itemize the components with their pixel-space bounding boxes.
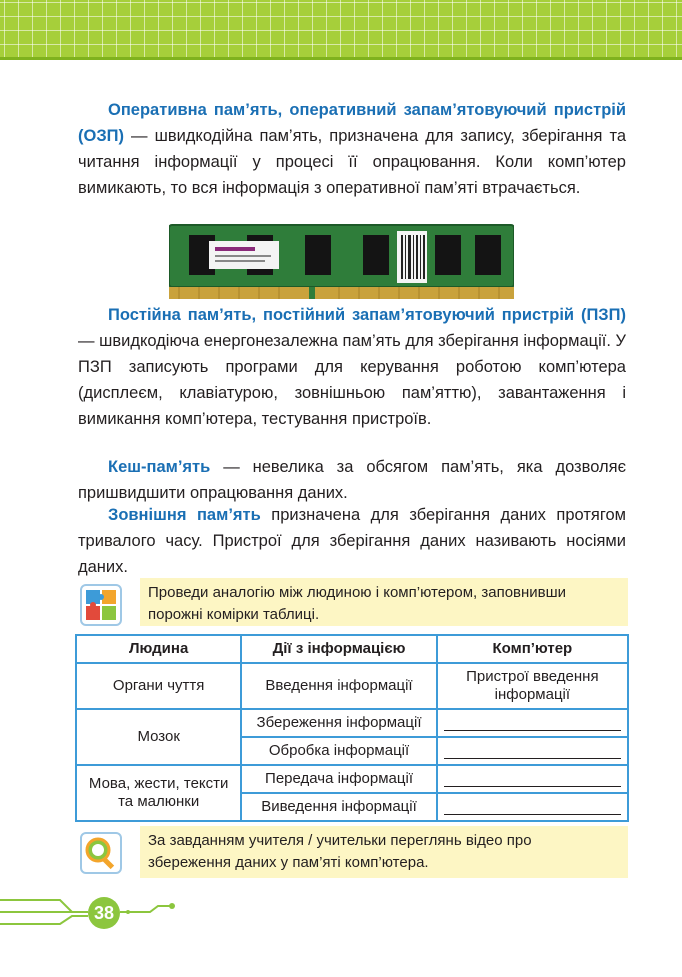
cell-computer-blank[interactable] [437, 737, 628, 765]
section-rom [78, 302, 626, 432]
external-term: Зовнішня пам’ять [108, 506, 261, 524]
cell-human: Мозок [76, 709, 241, 765]
rom-term: Постійна пам’ять, постійний запам’ятовуючий пристрій (ПЗП) [108, 306, 626, 324]
video-search-icon [80, 832, 122, 874]
cell-computer-blank[interactable] [437, 793, 628, 821]
header-human: Людина [76, 635, 241, 663]
blank-line [444, 798, 621, 815]
cell-action: Передача інформації [241, 765, 436, 793]
task-video-text: За завданням учителя / учительки переглянь відео про збереження даних у пам’яті комп’ютера. [148, 832, 532, 871]
external-paragraph [78, 502, 626, 580]
analogy-table [75, 634, 629, 822]
cell-human: Мова, жести, тексти та малюнки [76, 765, 241, 821]
rom-paragraph [78, 302, 626, 432]
header-computer: Комп’ютер [437, 635, 628, 663]
cell-action: Обробка інформації [241, 737, 436, 765]
ram-module-image [169, 223, 514, 301]
cell-action: Введення інформації [241, 663, 436, 709]
cache-term: Кеш-пам’ять [108, 458, 211, 476]
cache-definition: — невелика за обсягом пам’ять, яка дозволяє пришвидшити опрацювання даних. [78, 458, 626, 502]
header-actions: Дії з інформацією [241, 635, 436, 663]
section-ram [78, 97, 626, 201]
task-video [140, 826, 628, 878]
blank-line [444, 770, 621, 787]
cell-action: Збереження інформації [241, 709, 436, 737]
cell-computer-blank[interactable] [437, 709, 628, 737]
task-analogy [140, 578, 628, 626]
blank-line [444, 742, 621, 759]
table-row [76, 765, 628, 793]
ram-definition: — швидкодійна пам’ять, призначена для запису, зберігання та читання інформації у процесі її опрацювання. Коли комп’ютер вимикають, то вся інформація з оперативної пам’яті втрачається. [78, 127, 626, 197]
cell-action: Виведення інформації [241, 793, 436, 821]
section-external [78, 502, 626, 580]
ram-paragraph [78, 97, 626, 201]
header-grid-band [0, 0, 682, 60]
task-analogy-text: Проведи аналогію між людиною і комп’ютером, заповнивши порожні комірки таблиці. [148, 584, 567, 623]
cell-human: Органи чуття [76, 663, 241, 709]
table-header-row [76, 635, 628, 663]
ram-term: Оперативна пам’ять, оперативний запам’ятовуючий пристрій (ОЗП) [78, 101, 626, 145]
cell-computer-blank[interactable] [437, 765, 628, 793]
rom-definition: — швидкодіюча енергонезалежна пам’ять для зберігання інформації. У ПЗП записують програми для керування роботою комп’ютера (дисплеєм, клавіатурою, зовнішньою пам’яттю), завантаження і вимикання комп’ютера, тестування пристроїв. [78, 332, 626, 428]
table-row [76, 663, 628, 709]
cache-paragraph [78, 454, 626, 506]
cell-computer: Пристрої введення інформації [437, 663, 628, 709]
section-cache [78, 454, 626, 506]
table-row [76, 709, 628, 737]
blank-line [444, 714, 621, 731]
page-number: 38 [88, 897, 120, 929]
external-definition: призначена для зберігання даних протягом тривалого часу. Пристрої для зберігання даних називають носіями даних. [78, 506, 626, 576]
puzzle-icon [80, 584, 122, 626]
